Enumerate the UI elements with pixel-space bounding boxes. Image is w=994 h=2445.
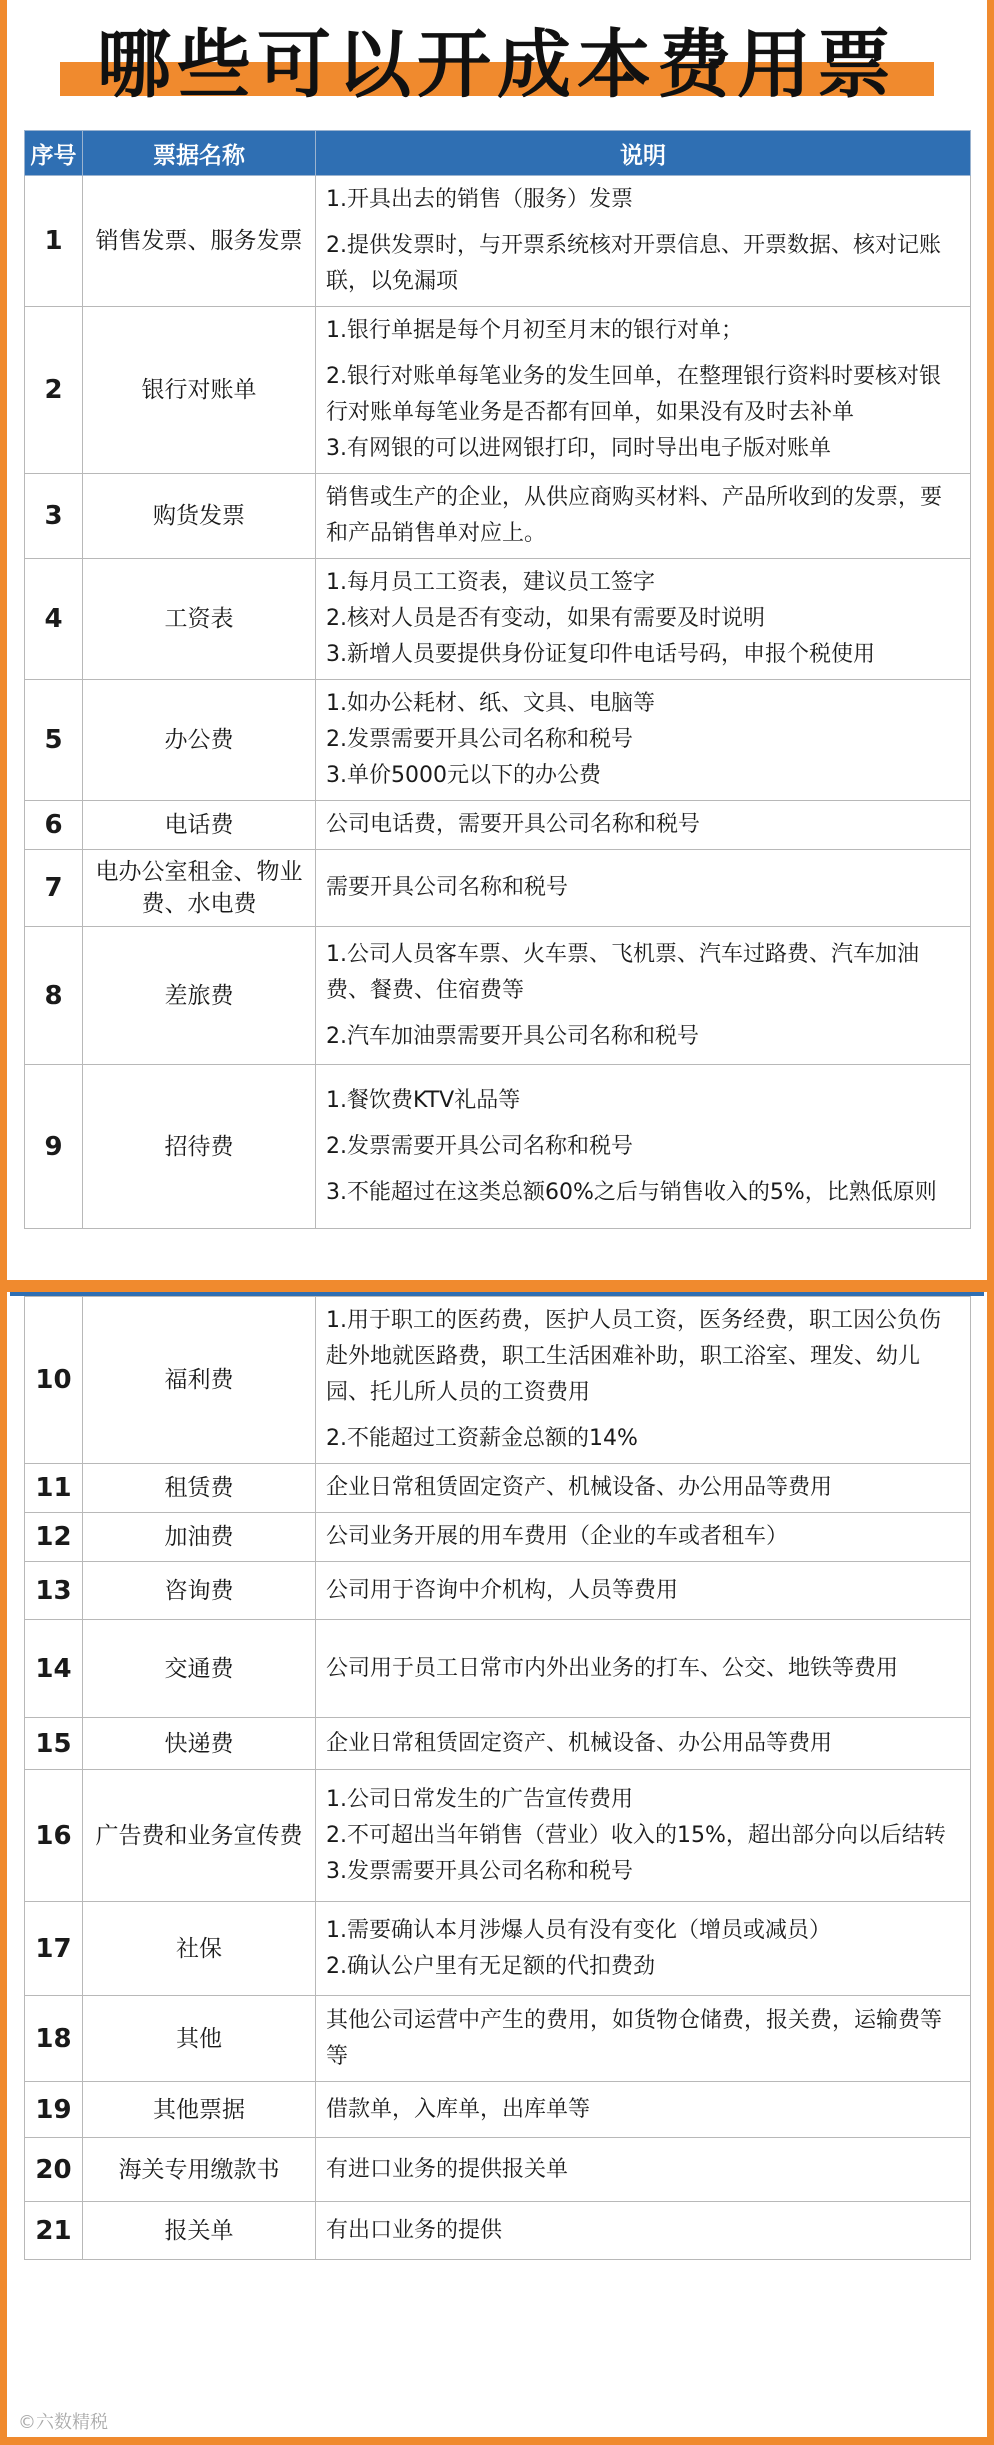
description-line: 3.新增人员要提供身份证复印件电话号码，申报个税使用 — [326, 642, 875, 667]
receipt-name: 银行对账单 — [83, 307, 316, 474]
description-line: 3.不能超过在这类总额60%之后与销售收入的5%，比熟低原则 — [326, 1179, 937, 1205]
table-row — [25, 1513, 971, 1562]
title-area — [0, 0, 994, 130]
description-line: 3.有网银的可以进网银打印，同时导出电子版对账单 — [326, 436, 831, 461]
row-number: 6 — [25, 801, 83, 850]
table-row — [25, 559, 971, 680]
receipt-name: 咨询费 — [83, 1562, 316, 1620]
row-number: 16 — [25, 1770, 83, 1902]
receipt-name: 其他 — [83, 1996, 316, 2082]
description-line: 有进口业务的提供报关单 — [326, 2156, 569, 2182]
description-line: 2.银行对账单每笔业务的发生回单，在整理银行资料时要核对银行对账单每笔业务是否都有回单，如果没有及时去补单 — [326, 364, 941, 425]
receipt-name: 办公费 — [83, 680, 316, 801]
receipt-name: 福利费 — [83, 1297, 316, 1464]
row-number: 19 — [25, 2082, 83, 2138]
receipt-description — [316, 307, 971, 474]
description-line: 企业日常租赁固定资产、机械设备、办公用品等费用 — [326, 1730, 833, 1756]
row-number: 3 — [25, 474, 83, 559]
receipt-description — [316, 1996, 971, 2082]
header-desc: 说明 — [316, 131, 971, 176]
description-line: 1.公司人员客车票、火车票、飞机票、汽车过路费、汽车加油费、餐费、住宿费等 — [326, 941, 919, 1003]
description-line: 1.需要确认本月涉爆人员有没有变化（增员或减员） — [326, 1917, 831, 1943]
receipt-description — [316, 850, 971, 927]
row-number: 15 — [25, 1718, 83, 1770]
table-row — [25, 1562, 971, 1620]
description-line: 公司用于咨询中介机构，人员等费用 — [326, 1577, 679, 1603]
header-name: 票据名称 — [83, 131, 316, 176]
receipt-description — [316, 2082, 971, 2138]
row-number: 12 — [25, 1513, 83, 1562]
receipt-name: 工资表 — [83, 559, 316, 680]
receipt-name: 销售发票、服务发票 — [83, 176, 316, 307]
row-number: 1 — [25, 176, 83, 307]
description-line: 借款单，入库单，出库单等 — [326, 2096, 591, 2122]
receipt-description — [316, 680, 971, 801]
table-row — [25, 1770, 971, 1902]
description-line: 1.公司日常发生的广告宣传费用 — [326, 1786, 633, 1812]
table-row — [25, 176, 971, 307]
page-seam-divider — [0, 1280, 994, 1292]
receipt-description — [316, 1297, 971, 1464]
row-number: 5 — [25, 680, 83, 801]
description-line: 1.银行单据是每个月初至月末的银行对单； — [326, 318, 743, 343]
description-line: 1.如办公耗材、纸、文具、电脑等 — [326, 691, 655, 716]
table-row — [25, 474, 971, 559]
receipt-description — [316, 801, 971, 850]
page-title: 哪些可以开成本费用票 — [97, 22, 897, 108]
receipt-name: 社保 — [83, 1902, 316, 1996]
receipt-name: 广告费和业务宣传费 — [83, 1770, 316, 1902]
row-number: 13 — [25, 1562, 83, 1620]
receipt-description — [316, 2138, 971, 2202]
row-number: 17 — [25, 1902, 83, 1996]
description-line: 1.用于职工的医药费，医护人员工资，医务经费，职工因公负伤赴外地就医路费，职工生活困难补助，职工浴室、理发、幼儿园、托儿所人员的工资费用 — [326, 1308, 941, 1405]
receipt-name: 购货发票 — [83, 474, 316, 559]
table-row — [25, 307, 971, 474]
receipt-description — [316, 1464, 971, 1513]
watermark: ©六数精税 — [18, 2412, 108, 2433]
table-row — [25, 2138, 971, 2202]
description-line: 企业日常租赁固定资产、机械设备、办公用品等费用 — [326, 1475, 833, 1500]
receipt-description — [316, 1718, 971, 1770]
row-number: 7 — [25, 850, 83, 927]
table-row — [25, 680, 971, 801]
receipt-description — [316, 176, 971, 307]
receipt-name: 海关专用缴款书 — [83, 2138, 316, 2202]
description-line: 3.发票需要开具公司名称和税号 — [326, 1858, 633, 1884]
table-row — [25, 1297, 971, 1464]
receipt-description — [316, 2202, 971, 2260]
receipt-name: 交通费 — [83, 1620, 316, 1718]
receipt-name: 电话费 — [83, 801, 316, 850]
table-row — [25, 1718, 971, 1770]
table-row — [25, 1902, 971, 1996]
row-number: 10 — [25, 1297, 83, 1464]
table-row — [25, 1464, 971, 1513]
description-line: 2.汽车加油票需要开具公司名称和税号 — [326, 1023, 699, 1049]
row-number: 9 — [25, 1065, 83, 1229]
description-line: 1.餐饮费KTV礼品等 — [326, 1087, 521, 1113]
receipt-description — [316, 927, 971, 1065]
description-line: 其他公司运营中产生的费用，如货物仓储费，报关费，运输费等等 — [326, 2007, 943, 2069]
row-number: 11 — [25, 1464, 83, 1513]
receipt-name: 租赁费 — [83, 1464, 316, 1513]
frame-bottom — [0, 2437, 994, 2445]
row-number: 21 — [25, 2202, 83, 2260]
description-line: 2.不能超过工资薪金总额的14% — [326, 1426, 638, 1451]
description-line: 公司电话费，需要开具公司名称和税号 — [326, 812, 701, 837]
frame-right — [987, 0, 994, 2445]
receipt-description — [316, 1562, 971, 1620]
expense-table-part-1 — [24, 130, 971, 1229]
receipt-name: 报关单 — [83, 2202, 316, 2260]
description-line: 2.不可超出当年销售（营业）收入的15%，超出部分向以后结转 — [326, 1822, 946, 1848]
row-number: 20 — [25, 2138, 83, 2202]
receipt-name: 电办公室租金、物业费、水电费 — [83, 850, 316, 927]
receipt-name: 其他票据 — [83, 2082, 316, 2138]
description-line: 3.单价5000元以下的办公费 — [326, 763, 601, 788]
description-line: 1.每月员工工资表，建议员工签字 — [326, 570, 655, 595]
receipt-description — [316, 1065, 971, 1229]
header-num: 序号 — [25, 131, 83, 176]
expense-table-part-2 — [24, 1296, 971, 2260]
receipt-description — [316, 1513, 971, 1562]
receipt-description — [316, 1770, 971, 1902]
row-number: 2 — [25, 307, 83, 474]
receipt-name: 招待费 — [83, 1065, 316, 1229]
receipt-name: 加油费 — [83, 1513, 316, 1562]
description-line: 销售或生产的企业，从供应商购买材料、产品所收到的发票，要和产品销售单对应上。 — [326, 485, 943, 546]
description-line: 2.发票需要开具公司名称和税号 — [326, 727, 633, 752]
table-row — [25, 927, 971, 1065]
description-line: 公司用于员工日常市内外出业务的打车、公交、地铁等费用 — [326, 1655, 899, 1681]
description-line: 2.发票需要开具公司名称和税号 — [326, 1133, 633, 1159]
table-row — [25, 2202, 971, 2260]
description-line: 有出口业务的提供 — [326, 2217, 503, 2243]
table-row — [25, 1065, 971, 1229]
description-line: 2.提供发票时，与开票系统核对开票信息、开票数据、核对记账联，以免漏项 — [326, 233, 941, 294]
receipt-description — [316, 559, 971, 680]
description-line: 1.开具出去的销售（服务）发票 — [326, 187, 633, 212]
receipt-name: 差旅费 — [83, 927, 316, 1065]
table-row — [25, 801, 971, 850]
table-header-row — [25, 131, 971, 176]
receipt-description — [316, 1902, 971, 1996]
table-row — [25, 1996, 971, 2082]
description-line: 公司业务开展的用车费用（企业的车或者租车） — [326, 1524, 789, 1549]
description-line: 2.确认公户里有无足额的代扣费劲 — [326, 1953, 655, 1979]
table-row — [25, 1620, 971, 1718]
row-number: 18 — [25, 1996, 83, 2082]
row-number: 14 — [25, 1620, 83, 1718]
table-row — [25, 850, 971, 927]
receipt-name: 快递费 — [83, 1718, 316, 1770]
row-number: 4 — [25, 559, 83, 680]
description-line: 需要开具公司名称和税号 — [326, 875, 569, 900]
row-number: 8 — [25, 927, 83, 1065]
table-row — [25, 2082, 971, 2138]
receipt-description — [316, 474, 971, 559]
frame-left — [0, 0, 7, 2445]
description-line: 2.核对人员是否有变动，如果有需要及时说明 — [326, 606, 765, 631]
receipt-description — [316, 1620, 971, 1718]
